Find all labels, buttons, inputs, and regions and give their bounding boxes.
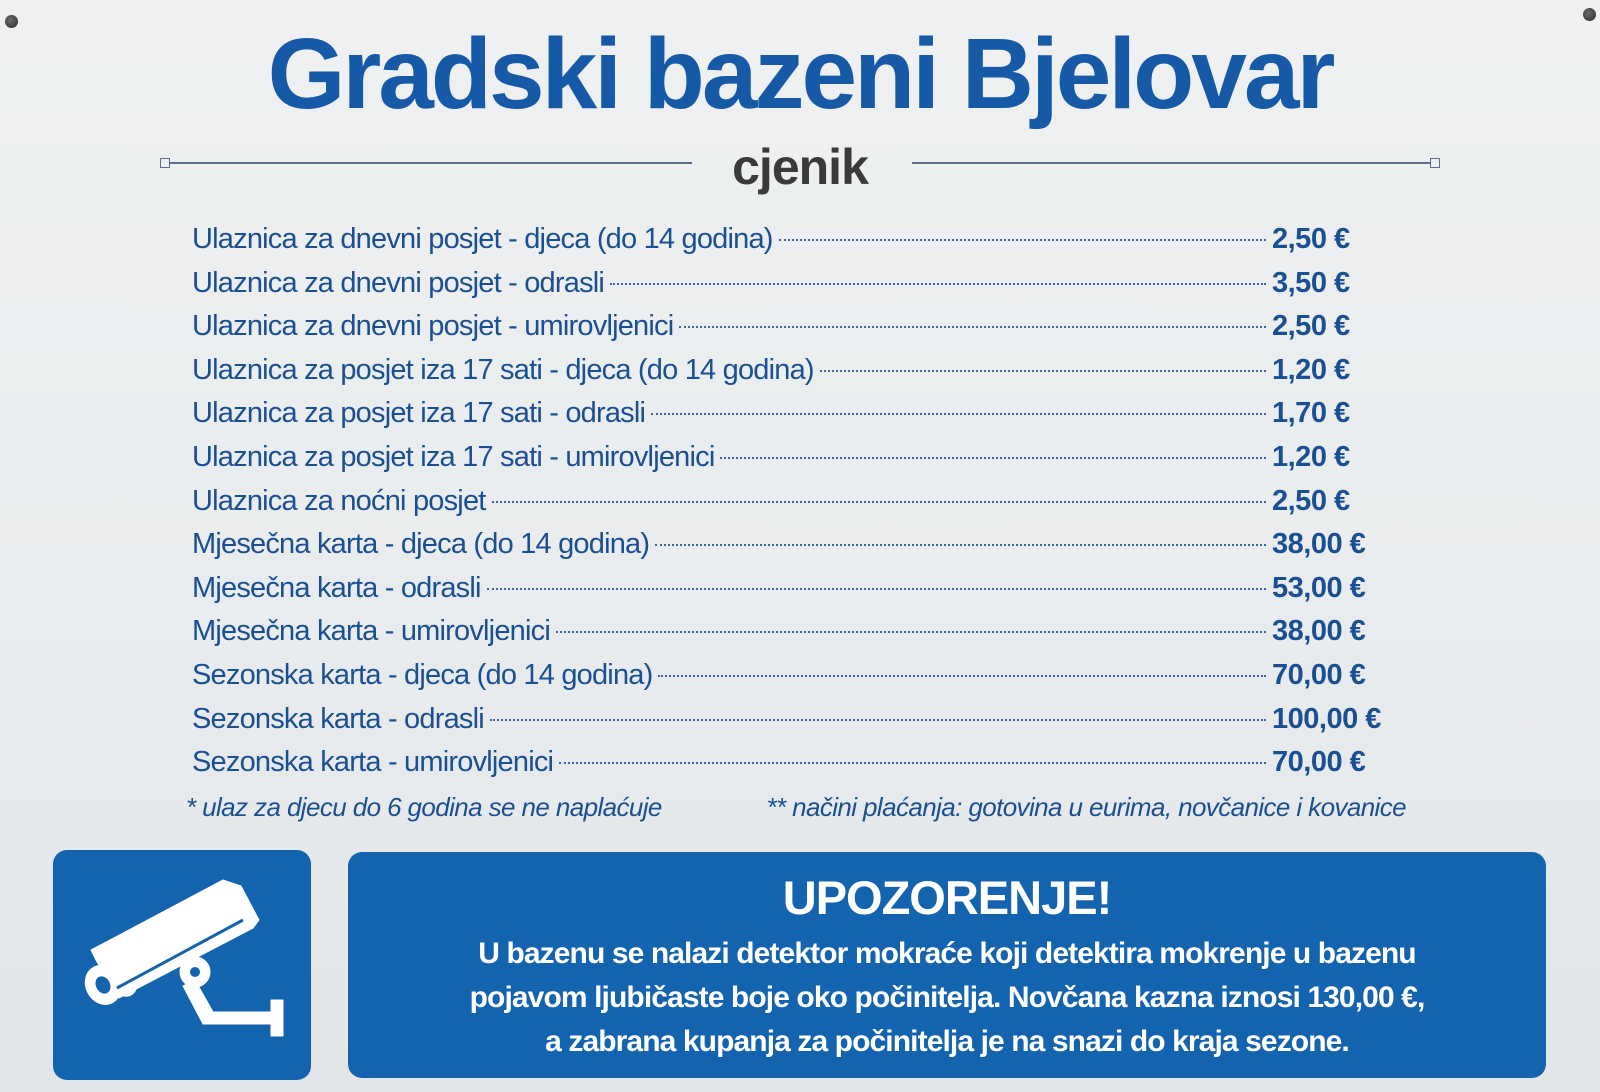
price-name: Ulaznica za posjet iza 17 sati - odrasli [192, 397, 646, 430]
camera-panel [53, 850, 311, 1080]
price-row [192, 436, 1402, 480]
warning-panel [348, 852, 1546, 1078]
price-name: Mjesečna karta - djeca (do 14 godina) [192, 528, 650, 561]
price-name: Sezonska karta - djeca (do 14 godina) [192, 658, 653, 691]
price-row [192, 262, 1402, 306]
price-row [192, 480, 1402, 524]
dot-leader [651, 413, 1266, 415]
sign-subtitle: cjenik [732, 139, 868, 195]
warning-title: UPOZORENJE! [782, 871, 1112, 924]
price-name: Ulaznica za dnevni posjet - umirovljenici [192, 310, 674, 343]
price-row [192, 698, 1402, 742]
rule-right [912, 162, 1430, 164]
footnote-payment: ** načini plaćanja: gotovina u eurima, novčanice i kovanice [766, 792, 1406, 822]
price-value: 70,00 € [1272, 658, 1366, 691]
rule-right-end [1430, 158, 1440, 168]
warning-text-line: a zabrana kupanja za počinitelja je na snazi do kraja sezone. [545, 1025, 1349, 1058]
price-list [192, 218, 1402, 785]
footnotes [186, 792, 1406, 823]
price-row [192, 654, 1402, 698]
price-value: 53,00 € [1272, 571, 1366, 604]
footnote-children-free: * ulaz za djecu do 6 godina se ne naplaćuje [186, 792, 662, 822]
price-name: Ulaznica za posjet iza 17 sati - djeca (do 14 godina) [192, 353, 814, 386]
price-row [192, 523, 1402, 567]
price-name: Sezonska karta - odrasli [192, 702, 484, 735]
price-value: 2,50 € [1272, 310, 1350, 343]
price-name: Ulaznica za noćni posjet [192, 484, 486, 517]
price-row [192, 305, 1402, 349]
dot-leader [559, 762, 1266, 764]
price-name: Ulaznica za posjet iza 17 sati - umirovljenici [192, 440, 715, 473]
price-name: Ulaznica za dnevni posjet - odrasli [192, 266, 605, 299]
price-row [192, 567, 1402, 611]
dot-leader [720, 457, 1266, 459]
rule-left [170, 162, 692, 164]
price-value: 2,50 € [1272, 223, 1350, 255]
dot-leader [610, 283, 1266, 285]
rule-left-end [160, 158, 170, 168]
dot-leader [658, 675, 1266, 677]
dot-leader [492, 501, 1266, 503]
dot-leader [487, 588, 1266, 590]
price-value: 70,00 € [1272, 746, 1366, 779]
dot-leader [490, 719, 1266, 721]
price-row [192, 218, 1402, 262]
dot-leader [655, 544, 1266, 546]
price-value: 100,00 € [1272, 702, 1381, 735]
cctv-camera-icon [53, 850, 311, 1080]
sign-title: Gradski bazeni Bjelovar [267, 18, 1333, 130]
price-value: 3,50 € [1272, 266, 1350, 299]
price-value: 38,00 € [1272, 528, 1366, 561]
dot-leader [679, 326, 1266, 328]
price-value: 1,20 € [1272, 440, 1350, 473]
warning-text-line: pojavom ljubičaste boje oko počinitelja. Novčana kazna iznosi 130,00 €, [469, 981, 1425, 1014]
price-name: Sezonska karta - umirovljenici [192, 746, 554, 779]
price-name: Mjesečna karta - odrasli [192, 571, 481, 604]
dot-leader [556, 631, 1266, 633]
price-row [192, 392, 1402, 436]
price-value: 1,20 € [1272, 353, 1350, 386]
price-name: Ulaznica za dnevni posjet - djeca (do 14 godina) [192, 223, 773, 255]
dot-leader [779, 239, 1266, 241]
price-name: Mjesečna karta - umirovljenici [192, 615, 550, 648]
price-row [192, 349, 1402, 393]
price-value: 38,00 € [1272, 615, 1366, 648]
price-row [192, 610, 1402, 654]
price-value: 2,50 € [1272, 484, 1350, 517]
warning-text-line: U bazenu se nalazi detektor mokraće koji detektira mokrenje u bazenu [478, 937, 1416, 970]
price-row [192, 741, 1402, 785]
dot-leader [820, 370, 1266, 372]
price-value: 1,70 € [1272, 397, 1350, 430]
